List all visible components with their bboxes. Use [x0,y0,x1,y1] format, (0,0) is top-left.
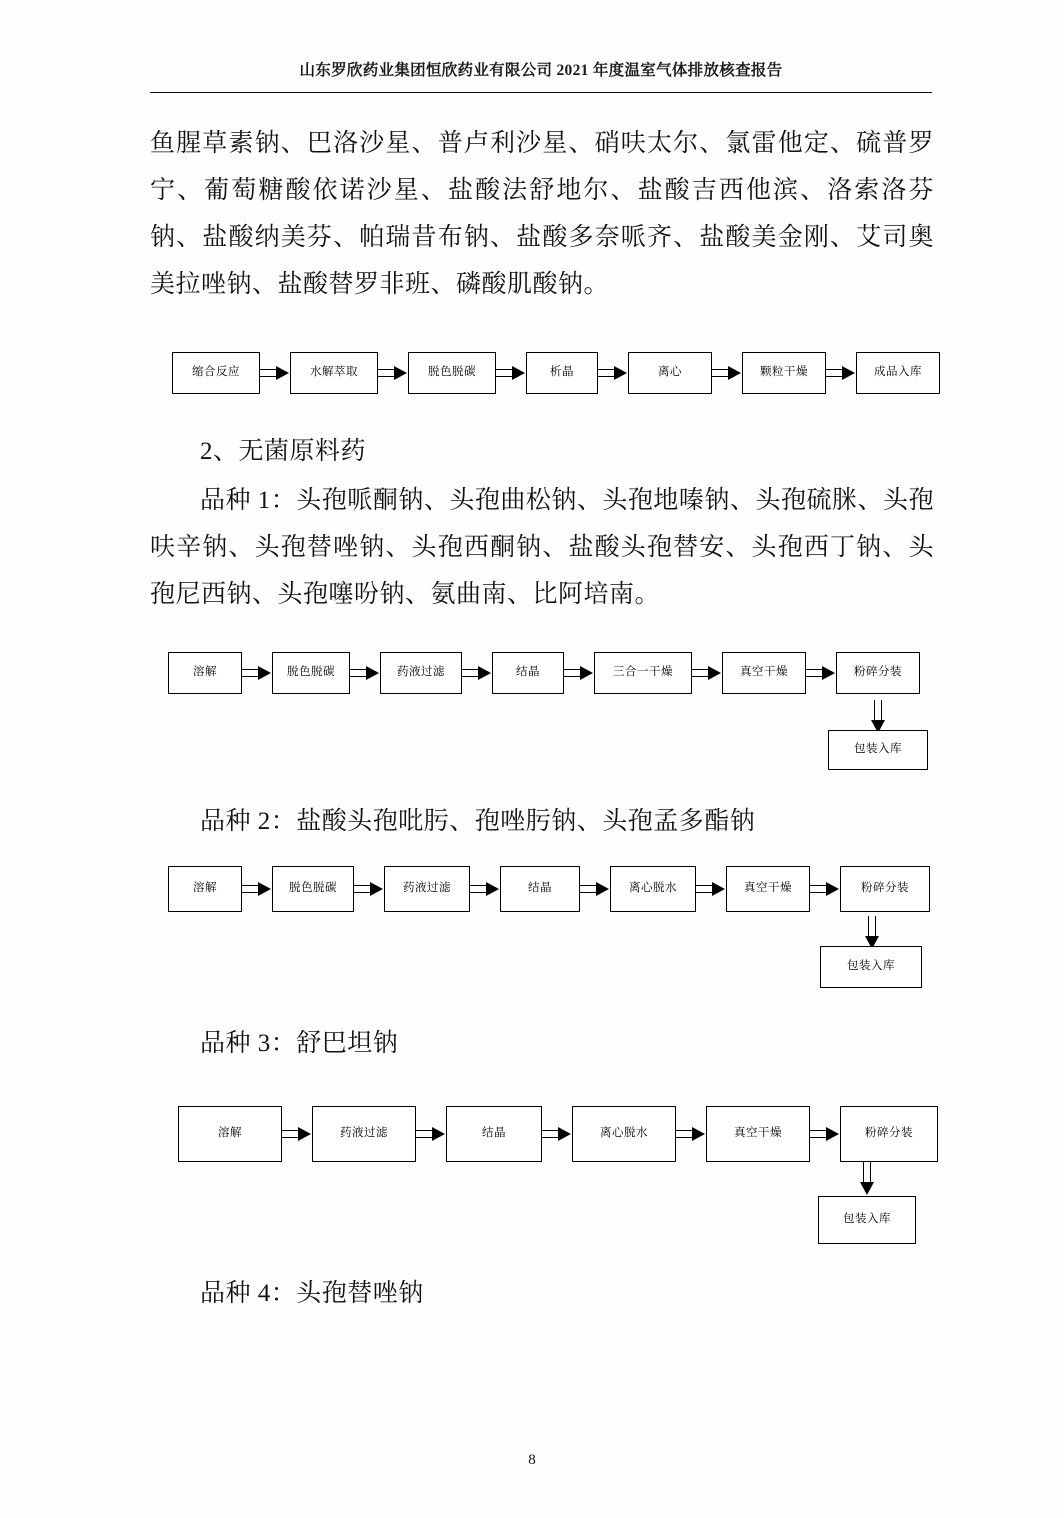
flowchart-2 [168,652,920,694]
flowchart-4 [178,1106,938,1162]
flow3-node-0: 溶解 [168,866,242,912]
arrow-right-icon [580,882,610,896]
arrow-right-icon [378,366,408,380]
flow1-node-1: 水解萃取 [290,352,378,394]
flow2-node-1: 脱色脱碳 [272,652,350,694]
flow4-node-5: 粉碎分装 [840,1106,938,1162]
arrow-right-icon [260,366,290,380]
flow2-node-4: 三合一干燥 [594,652,692,694]
arrow-right-icon [676,1127,706,1141]
flow2-node-0: 溶解 [168,652,242,694]
arrow-right-icon [696,882,726,896]
flowchart-3 [168,866,930,912]
flow2-node-2: 药液过滤 [380,652,462,694]
flow1-node-3: 析晶 [526,352,598,394]
arrow-right-icon [598,366,628,380]
flow3-node-1: 脱色脱碳 [272,866,354,912]
header-title: 山东罗欣药业集团恒欣药业有限公司 2021 年度温室气体排放核查报告 [299,62,783,79]
arrow-right-icon [712,366,742,380]
flow2-node-5: 真空干燥 [722,652,806,694]
flow4-node-3: 离心脱水 [572,1106,676,1162]
flow4-node-1: 药液过滤 [312,1106,416,1162]
header-divider [150,92,932,93]
paragraph-variety-3: 品种 3：舒巴坦钠 [200,1030,399,1057]
arrow-down-icon [865,916,879,950]
flow3-node-3: 结晶 [500,866,580,912]
paragraph-variety-2: 品种 2：盐酸头孢吡肟、孢唑肟钠、头孢孟多酯钠 [200,808,756,835]
arrow-right-icon [806,666,836,680]
arrow-right-icon [542,1127,572,1141]
paragraph-variety-4: 品种 4：头孢替唑钠 [200,1280,424,1307]
arrow-right-icon [496,366,526,380]
arrow-right-icon [564,666,594,680]
flow4-node-0: 溶解 [178,1106,282,1162]
arrow-down-icon [860,1162,874,1196]
flow3-node-4: 离心脱水 [610,866,696,912]
arrow-right-icon [462,666,492,680]
arrow-right-icon [242,666,272,680]
flow3-branch-node: 包装入库 [820,946,922,988]
flow3-node-5: 真空干燥 [726,866,810,912]
arrow-right-icon [826,366,856,380]
flow4-node-4: 真空干燥 [706,1106,810,1162]
paragraph-variety-1: 品种 1：头孢哌酮钠、头孢曲松钠、头孢地嗪钠、头孢硫脒、头孢呋辛钠、头孢替唑钠、头孢西酮钠、盐酸头孢替安、头孢西丁钠、头孢尼西钠、头孢噻吩钠、氨曲南、比阿培南。 [150,487,934,608]
flowchart-1 [172,352,940,394]
arrow-right-icon [692,666,722,680]
flow1-node-2: 脱色脱碳 [408,352,496,394]
arrow-right-icon [354,882,384,896]
arrow-right-icon [810,882,840,896]
flow4-node-2: 结晶 [446,1106,542,1162]
page-header [150,62,932,81]
flow3-node-6: 粉碎分装 [840,866,930,912]
arrow-right-icon [282,1127,312,1141]
page-number: 8 [528,1452,536,1468]
arrow-right-icon [416,1127,446,1141]
flow3-node-2: 药液过滤 [384,866,470,912]
paragraph-drug-list: 鱼腥草素钠、巴洛沙星、普卢利沙星、硝呋太尔、氯雷他定、硫普罗宁、葡萄糖酸依诺沙星、盐酸法舒地尔、盐酸吉西他滨、洛索洛芬钠、盐酸纳美芬、帕瑞昔布钠、盐酸多奈哌齐、盐酸美金刚、艾司奥美拉唑钠、盐酸替罗非班、磷酸肌酸钠。 [150,130,934,298]
arrow-right-icon [350,666,380,680]
flow2-node-6: 粉碎分装 [836,652,920,694]
flow1-node-6: 成品入库 [856,352,940,394]
flow2-node-3: 结晶 [492,652,564,694]
arrow-right-icon [242,882,272,896]
arrow-down-icon [871,700,885,734]
flow4-branch-node: 包装入库 [818,1196,916,1244]
flow1-node-5: 颗粒干燥 [742,352,826,394]
section-title-2: 2、无菌原料药 [200,438,367,465]
flow2-branch-node: 包装入库 [828,730,928,770]
arrow-right-icon [470,882,500,896]
flow1-node-4: 离心 [628,352,712,394]
arrow-right-icon [810,1127,840,1141]
flow1-node-0: 缩合反应 [172,352,260,394]
